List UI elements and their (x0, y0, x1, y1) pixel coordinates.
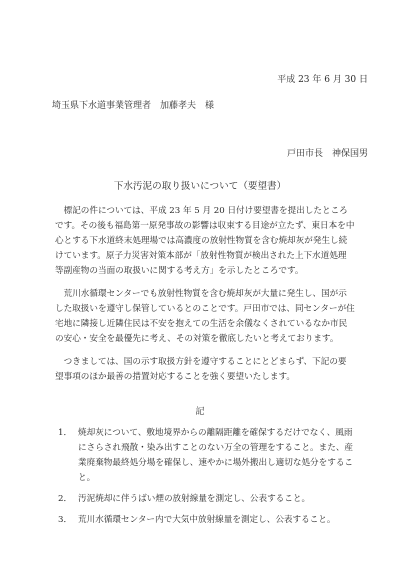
request-item (58, 492, 358, 507)
letter-body (55, 204, 355, 393)
letter-date: 平成 23 年 6 月 30 日 (277, 75, 368, 85)
sender: 戸田市長 神保国男 (286, 149, 368, 159)
ki-heading: 記 (195, 407, 205, 417)
request-number: 3． (58, 515, 73, 525)
letter-subject: 下水汚泥の取り扱いについて（要望書） (113, 181, 287, 192)
request-number: 1． (58, 428, 73, 438)
request-item (58, 426, 358, 486)
request-text: 焼却灰について、敷地境界からの離隔距離を確保するだけでなく、風雨にさらされ飛散・染み出すことのない万全の管理をすること。また、産業廃棄物最終処分場を確保し、速やかに場外搬出し適切な処分をすること。 (78, 428, 354, 483)
request-list (58, 426, 358, 534)
body-paragraph: 荒川水循環センターでも放射性物質を含む焼却灰が大量に発生し、国が示した取扱いを遵守し保管しているとのことです。戸田市では、同センターが住宅地に隣接し近隣住民は不安を抱えての生活を余儀なくされているなか市民の安心・安全を最優先に考え、その対策を徹底したいと考えております。 (55, 289, 355, 344)
request-text: 荒川水循環センター内で大気中放射線量を測定し、公表すること。 (78, 515, 336, 525)
request-item (58, 513, 358, 528)
body-paragraph: 標記の件については、平成 23 年 5 月 20 日付け要望書を提出したところです。その後も福島第一原発事故の影響は収束する目途が立たず、東日本を中心とする下水道終末処理場では高濃度の放射性物質を含む焼却灰が発生し続けています。原子力災害対策本部が「放射性物質が検出された上下水道処理等副産物の当面の取扱いに関する考え方」を示したところです。 (55, 206, 355, 276)
request-number: 2． (58, 494, 73, 504)
addressee: 埼玉県下水道事業管理者 加藤孝夫 様 (52, 101, 215, 111)
body-paragraph: つきましては、国の示す取扱方針を遵守することにとどまらず、下記の要望事項のほか最善の措置対応することを強く要望いたします。 (55, 357, 347, 382)
request-text: 汚泥焼却に伴うばい煙の放射線量を測定し、公表すること。 (78, 494, 311, 504)
